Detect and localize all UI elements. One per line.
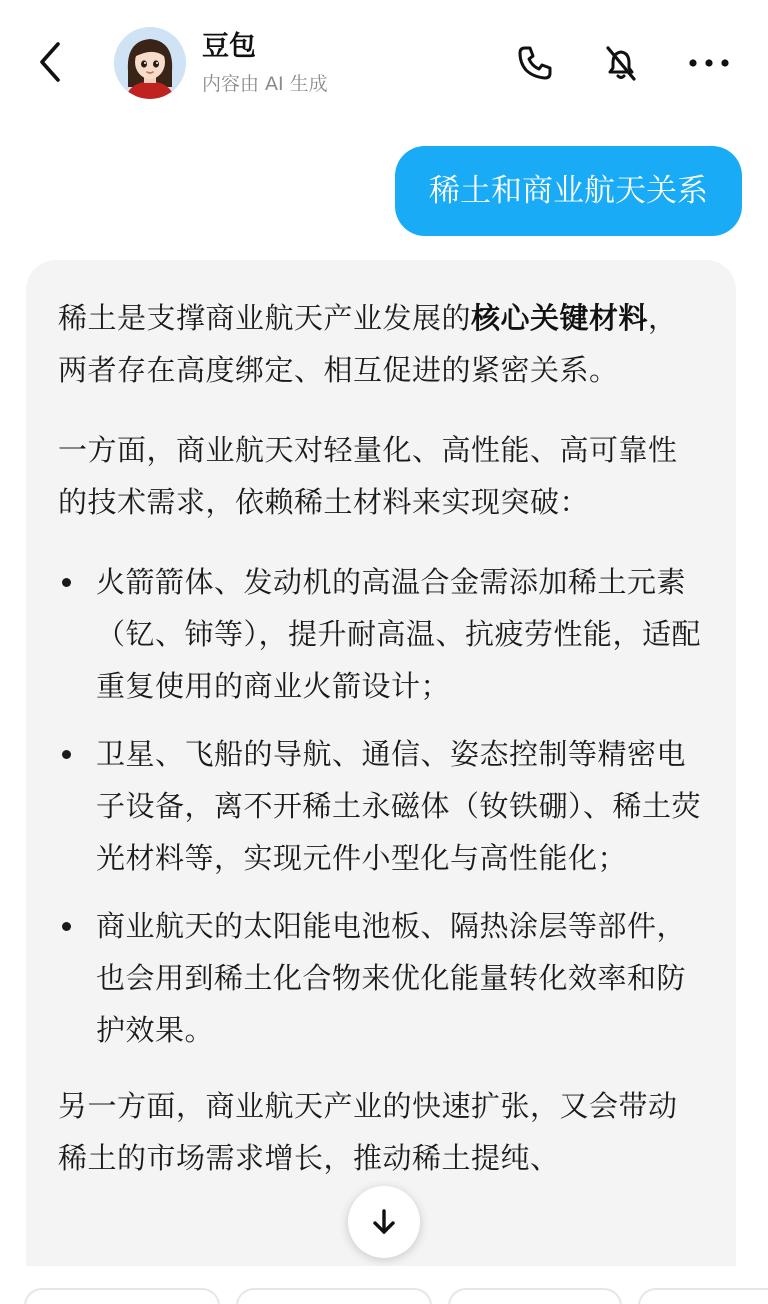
intro-bold-text: 核心关键材料 (471, 301, 649, 335)
avatar-image (114, 27, 186, 99)
bullet-dot-icon (62, 578, 71, 587)
suggestion-chip-row (0, 1266, 768, 1304)
more-icon (687, 57, 731, 69)
bullet-dot-icon (62, 750, 71, 759)
mute-icon (601, 43, 641, 83)
bullet-dot-icon (62, 922, 71, 931)
list-item (58, 728, 706, 884)
list-item (58, 556, 706, 712)
response-paragraph: 一方面，商业航天对轻量化、高性能、高可靠性的技术需求，依赖稀土材料来实现突破： (58, 433, 678, 519)
avatar[interactable] (114, 27, 186, 99)
back-arrow-icon (36, 40, 64, 84)
list-item (58, 900, 706, 1056)
arrow-down-icon (369, 1207, 399, 1237)
ai-generated-notice: 内容由 AI 生成 (202, 73, 328, 95)
ai-response-card[interactable] (26, 260, 736, 1304)
list-item-text: 卫星、飞船的导航、通信、姿态控制等精密电子设备，离不开稀土永磁体（钕铁硼）、稀土荧光材料等，实现元件小型化与高性能化； (96, 737, 702, 875)
scroll-to-bottom-button[interactable] (348, 1186, 420, 1258)
intro-text: 稀土是支撑商业航天产业发展的 (58, 301, 472, 335)
more-options-button[interactable] (686, 40, 732, 86)
suggestion-chip[interactable] (24, 1288, 220, 1304)
user-message-bubble[interactable]: 稀土和商业航天关系 (395, 146, 742, 236)
list-item-text: 火箭箭体、发动机的高温合金需添加稀土元素（钇、铈等），提升耐高温、抗疲劳性能，适配重复使用的商业火箭设计； (96, 565, 702, 703)
response-paragraph: 另一方面，商业航天产业的快速扩张，又会带动稀土的市场需求增长，推动稀土提纯、 (58, 1089, 678, 1175)
suggestion-chip[interactable] (448, 1288, 622, 1304)
chat-title: 豆包 (202, 31, 256, 62)
response-intro (58, 292, 706, 396)
intro-text-end: ，两者存在高度绑定、相互促进的紧密关系。 (58, 301, 678, 387)
chat-header (0, 0, 768, 124)
phone-icon (515, 43, 555, 83)
voice-call-button[interactable] (512, 40, 558, 86)
suggestion-chip[interactable] (638, 1288, 768, 1304)
bullet-list (58, 556, 706, 1056)
list-item-text: 商业航天的太阳能电池板、隔热涂层等部件，也会用到稀土化合物来优化能量转化效率和防护效果。 (96, 909, 687, 1047)
back-button[interactable] (28, 40, 72, 84)
mute-button[interactable] (598, 40, 644, 86)
suggestion-chip[interactable] (236, 1288, 432, 1304)
